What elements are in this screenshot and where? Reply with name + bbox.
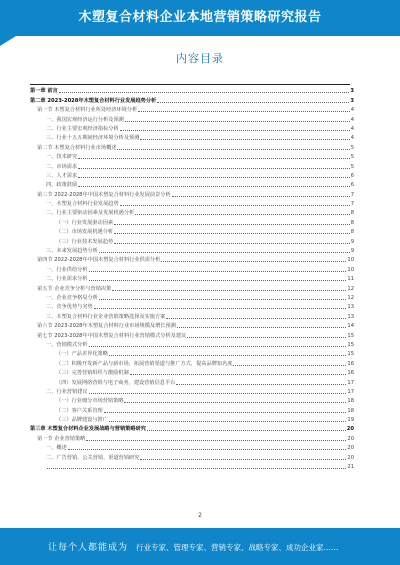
toc-leader-dots <box>78 158 350 159</box>
toc-item-label: （三）品牌建设与推广 <box>56 417 108 424</box>
toc-heading: 内容目录 <box>176 52 224 65</box>
toc-item-label: 三、人才需求 <box>46 172 78 179</box>
toc-item-page: 17 <box>347 388 354 395</box>
toc-leader-dots <box>99 299 347 300</box>
toc-item-page: 12 <box>347 285 354 292</box>
toc-item[interactable] <box>30 451 354 460</box>
toc-item-label: （二）市场发展机遇分析 <box>56 229 114 236</box>
toc-leader-dots <box>166 318 346 319</box>
toc-item-page: 7 <box>350 191 354 198</box>
toc-item[interactable] <box>30 113 354 122</box>
toc-item-page: 17 <box>347 379 354 386</box>
toc-item-label: 第三章 木塑复合材料企业发展战略与营销策略研究 <box>30 426 146 433</box>
toc-item[interactable] <box>30 94 354 103</box>
toc-item-label: 第二节 木塑复合材料行业市场概述 <box>37 144 117 151</box>
toc-item[interactable] <box>30 198 354 207</box>
toc-item[interactable] <box>30 310 354 319</box>
toc-item-page: 9 <box>350 248 354 255</box>
toc-item-label: （三）完善营销组织与激励机制 <box>56 370 129 377</box>
toc-leader-dots <box>233 365 346 366</box>
toc-item[interactable] <box>30 292 354 301</box>
toc-item-label: 二、行业营销建议 <box>46 388 88 395</box>
toc-item-label: 第六节 2023-2028年木塑复合材料行业市场规模及增长预测 <box>37 323 176 330</box>
toc-item[interactable] <box>30 245 354 254</box>
toc-item-page: 5 <box>350 154 354 161</box>
toc-leader-dots <box>138 111 349 112</box>
toc-leader-dots <box>109 355 347 356</box>
page-number: 2 <box>198 512 202 519</box>
toc-item-page: 18 <box>347 407 354 414</box>
toc-item-page: 19 <box>347 417 354 424</box>
toc-leader-dots <box>177 327 347 328</box>
toc-item-label: 一、行业供给分析 <box>46 266 88 273</box>
footer-slogan: 让每个人都能成为 <box>48 543 129 553</box>
toc-leader-dots <box>135 214 349 215</box>
toc-item[interactable] <box>30 432 354 441</box>
toc-item[interactable] <box>30 404 354 413</box>
toc-item[interactable] <box>30 254 354 263</box>
toc-item[interactable] <box>30 301 354 310</box>
toc-item-label: 第一节 木塑复合材料行业所处经济环境分析 <box>37 107 138 114</box>
toc-item-page: 10 <box>347 266 354 273</box>
toc-item-label: 第二章 2023-2028年木塑复合材料行业发展趋势分析 <box>30 97 157 104</box>
toc-leader-dots <box>89 271 347 272</box>
toc-item-page: 20 <box>347 445 354 452</box>
toc-item-page: 15 <box>347 351 354 358</box>
toc-item-page: 15 <box>347 332 354 339</box>
table-of-contents <box>30 85 354 470</box>
toc-item[interactable] <box>30 85 354 94</box>
toc-item[interactable] <box>30 282 354 291</box>
toc-item-label: 第一章 前言 <box>30 88 58 95</box>
toc-leader-dots <box>124 402 346 403</box>
toc-item[interactable] <box>30 151 354 160</box>
toc-leader-dots <box>114 243 350 244</box>
toc-item-label: 第三节 2022-2028年中国木塑复合材料行业发展前景分析 <box>37 191 171 198</box>
toc-item-page: 9 <box>350 238 354 245</box>
toc-item[interactable] <box>30 179 354 188</box>
toc-item-page: 8 <box>350 210 354 217</box>
toc-item-page: 6 <box>350 172 354 179</box>
toc-item[interactable] <box>30 339 354 348</box>
toc-leader-dots <box>140 459 346 460</box>
toc-item-label: （一）行业发展驱动因素 <box>56 219 114 226</box>
toc-leader-dots <box>117 149 349 150</box>
toc-item[interactable] <box>30 414 354 423</box>
toc-item-page: 12 <box>347 294 354 301</box>
toc-item-page: 13 <box>347 313 354 320</box>
toc-item[interactable] <box>30 263 354 272</box>
toc-item-label: 四、政策鼓励 <box>46 182 78 189</box>
toc-leader-dots <box>114 224 350 225</box>
toc-item[interactable] <box>30 226 354 235</box>
toc-item-page: 7 <box>350 201 354 208</box>
toc-item-label: 第五节 企业竞争分析与营销决策 <box>37 285 112 292</box>
toc-item-page: 16 <box>347 370 354 377</box>
toc-item[interactable] <box>30 357 354 366</box>
toc-item-label: 三、未来发展趋势分析 <box>46 248 98 255</box>
toc-leader-dots <box>78 186 350 187</box>
toc-leader-dots <box>176 384 346 385</box>
toc-leader-dots <box>94 308 347 309</box>
toc-item[interactable] <box>30 273 354 282</box>
toc-item-page: 14 <box>347 323 354 330</box>
toc-item-label: 二、行业主要宏观经济指标分析 <box>46 125 119 132</box>
toc-item-page: 4 <box>350 107 354 114</box>
toc-leader-dots <box>114 233 350 234</box>
toc-leader-dots <box>140 139 349 140</box>
footer-experts-line: 行业专家、管理专家、营销专家、战略专家、成功企业家…… <box>136 543 339 552</box>
toc-item-label: 二、竞争优势与劣势 <box>46 304 93 311</box>
toc-item-page: 5 <box>350 144 354 151</box>
toc-leader-dots <box>89 280 347 281</box>
toc-item-page: 18 <box>347 398 354 405</box>
toc-item-page: 5 <box>350 163 354 170</box>
toc-leader-dots <box>120 130 350 131</box>
toc-item[interactable] <box>30 104 354 113</box>
toc-item-page: 4 <box>350 116 354 123</box>
toc-item-label: 一、木塑复合材料行业发展趋势 <box>46 201 119 208</box>
toc-leader-dots <box>47 468 346 469</box>
toc-leader-dots <box>59 92 350 93</box>
toc-item-label: 第四节 2022-2028年中国木塑复合材料行业供需分析 <box>37 257 161 264</box>
toc-leader-dots <box>125 121 350 122</box>
toc-item-label: 一、我国宏观经济运行分析及预测 <box>46 116 124 123</box>
toc-item[interactable] <box>30 320 354 329</box>
toc-item-label: （一）行业细分市场营销策略 <box>56 398 124 405</box>
toc-leader-dots <box>109 421 347 422</box>
toc-item-label: 二、广告营销、公关营销、渠道营销研究 <box>46 454 140 461</box>
toc-item[interactable] <box>30 235 354 244</box>
toc-item[interactable] <box>30 132 354 141</box>
toc-leader-dots <box>78 177 350 178</box>
toc-item-label: 一、企业竞争格局分析 <box>46 294 98 301</box>
toc-item-label: 一、技术研究 <box>46 154 78 161</box>
toc-leader-dots <box>89 393 347 394</box>
toc-item-page: 21 <box>347 464 354 471</box>
toc-leader-dots <box>157 102 349 103</box>
toc-item-page: 11 <box>347 276 354 283</box>
toc-item[interactable] <box>30 160 354 169</box>
toc-leader-dots <box>89 346 347 347</box>
toc-leader-dots <box>172 196 350 197</box>
report-title: 木塑复合材料企业本地营销策略研究报告 <box>78 10 322 25</box>
toc-item-page: 20 <box>347 454 354 461</box>
toc-item-label: 二、市场需求 <box>46 163 78 170</box>
header-corner-decoration <box>0 36 16 46</box>
toc-item[interactable] <box>30 376 354 385</box>
toc-leader-dots <box>86 440 346 441</box>
toc-item[interactable] <box>30 395 354 404</box>
toc-item[interactable] <box>30 123 354 132</box>
toc-item-label: 三、木塑复合材料行业企业营销策略选择及实施方案 <box>46 313 166 320</box>
toc-item-label: 第七节 2023-2028年中国木塑复合材料行业营销模式分析及建议 <box>37 332 187 339</box>
toc-item-label: 一、营销模式分析 <box>46 341 88 348</box>
toc-item[interactable] <box>30 386 354 395</box>
toc-item-page: 20 <box>346 426 354 433</box>
toc-item[interactable] <box>30 170 354 179</box>
toc-item-page: 15 <box>347 341 354 348</box>
toc-leader-dots <box>130 374 347 375</box>
toc-item-label: （二）客户关系管理 <box>56 407 103 414</box>
toc-item-label: 一、概述 <box>46 445 67 452</box>
toc-item-page: 10 <box>347 257 354 264</box>
toc-item-page: 4 <box>350 135 354 142</box>
toc-leader-dots <box>112 290 346 291</box>
toc-leader-dots <box>161 261 346 262</box>
toc-item-page: 8 <box>350 219 354 226</box>
toc-leader-dots <box>187 337 346 338</box>
toc-item[interactable] <box>30 348 354 357</box>
toc-item-label: 二、行业需求分析 <box>46 276 88 283</box>
toc-item-page: 6 <box>350 182 354 189</box>
toc-leader-dots <box>68 449 347 450</box>
toc-item-label: 三、行业十五五期间经济环境分析及预测 <box>46 135 140 142</box>
toc-item-label: （一）产品差异化策略 <box>56 351 108 358</box>
toc-leader-dots <box>120 205 350 206</box>
toc-item[interactable] <box>30 461 354 470</box>
toc-item[interactable] <box>30 216 354 225</box>
toc-item-label: 第一节 企业营销策略 <box>37 435 86 442</box>
toc-item-page: 20 <box>347 435 354 442</box>
toc-item-page: 13 <box>347 304 354 311</box>
toc-item[interactable] <box>30 188 354 197</box>
toc-leader-dots <box>104 412 347 413</box>
toc-item[interactable] <box>30 367 354 376</box>
toc-item[interactable] <box>30 141 354 150</box>
toc-item-label: （二）积极开发新产品与新市场，拓展营销渠道与推广方式，提高品牌知名度 <box>56 360 233 367</box>
toc-item[interactable] <box>30 329 354 338</box>
toc-item-page: 8 <box>350 229 354 236</box>
toc-item[interactable] <box>30 207 354 216</box>
toc-leader-dots <box>99 252 350 253</box>
toc-item-page: 16 <box>347 360 354 367</box>
toc-item-page: 4 <box>350 125 354 132</box>
toc-item-page: 3 <box>350 97 354 104</box>
toc-item-page: 3 <box>350 88 354 95</box>
toc-item[interactable] <box>30 442 354 451</box>
toc-item-label: （四）发展网络营销与电子商务，建设营销信息平台 <box>56 379 176 386</box>
toc-leader-dots <box>147 430 346 431</box>
toc-item-label: 二、行业主要驱动因素及发展机遇分析 <box>46 210 135 217</box>
toc-item[interactable] <box>30 423 354 432</box>
toc-item-label: （三）行业技术发展趋势 <box>56 238 114 245</box>
toc-leader-dots <box>78 168 350 169</box>
